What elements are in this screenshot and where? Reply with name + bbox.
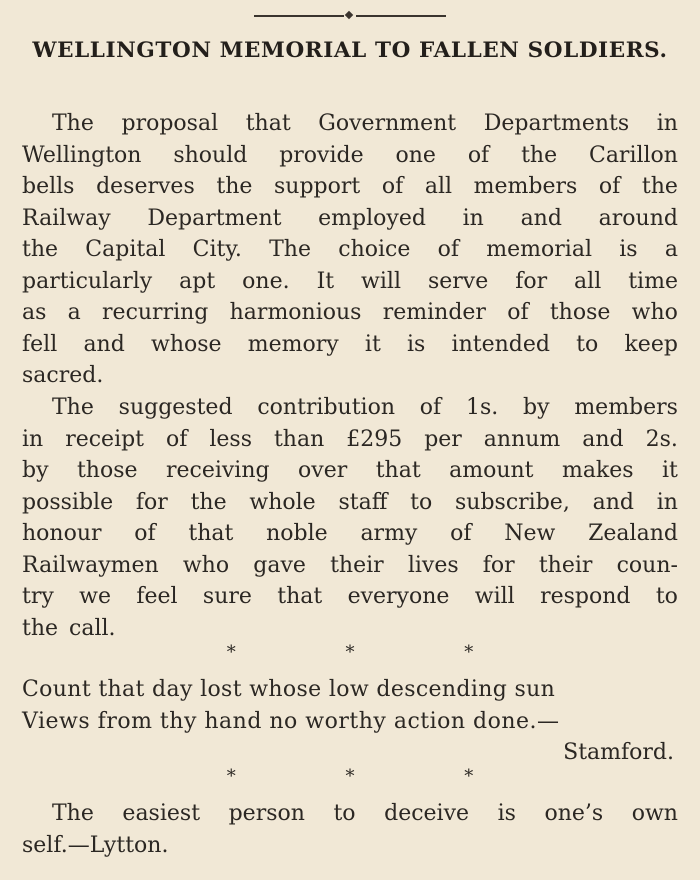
word: call.: [69, 615, 116, 641]
word: that: [277, 584, 323, 609]
word: for: [135, 489, 168, 515]
paragraph-line: [22, 487, 678, 519]
word: than: [273, 426, 325, 452]
word: The: [52, 111, 94, 136]
word: and: [592, 489, 634, 515]
word: it: [364, 331, 381, 357]
word: possible: [22, 489, 114, 515]
word: in: [462, 205, 484, 231]
word: in: [656, 111, 678, 136]
paragraph-line: [22, 581, 678, 613]
word: less: [209, 426, 252, 452]
paragraph-line: [22, 108, 678, 140]
word: City.: [192, 237, 242, 262]
word: receiving: [165, 458, 270, 483]
word: 2s.: [645, 426, 678, 452]
paragraph-line: [22, 613, 678, 645]
word: of: [381, 174, 404, 199]
word: deserves: [96, 174, 195, 199]
word: to: [410, 489, 433, 515]
word: self.—Lytton.: [22, 832, 169, 858]
word: £295: [346, 426, 403, 452]
word: suggested: [118, 395, 233, 420]
paragraph-line: [22, 266, 678, 298]
ornament-line-left: [254, 15, 344, 17]
word: Wellington: [22, 142, 142, 168]
header-ornament-rule: [254, 12, 446, 20]
word: whole: [249, 489, 316, 515]
word: those: [549, 300, 611, 325]
word: members: [574, 395, 678, 420]
word: of: [437, 237, 460, 262]
word: of: [507, 300, 529, 325]
word: Capital: [85, 237, 166, 262]
word: everyone: [347, 584, 450, 609]
word: of: [166, 426, 188, 452]
word: recurring: [102, 300, 209, 325]
word: whose: [151, 331, 222, 357]
word: makes: [561, 458, 634, 483]
word: annum: [483, 426, 561, 452]
word: Government: [318, 111, 457, 136]
word: of: [419, 395, 442, 420]
word: lives: [407, 552, 459, 578]
word: proposal: [121, 111, 219, 136]
word: employed: [318, 205, 426, 231]
word: and: [582, 426, 624, 452]
word: coun-: [616, 552, 678, 578]
word: memorial: [486, 237, 592, 262]
word: serve: [427, 268, 489, 294]
word: is: [497, 801, 516, 826]
word: who: [631, 300, 678, 325]
word: those: [76, 458, 138, 483]
quotation-line: Views from thy hand no worthy action done.—: [22, 708, 560, 734]
word: a: [67, 300, 81, 325]
word: noble: [266, 521, 328, 546]
word: who: [182, 552, 230, 578]
word: contribution: [257, 395, 395, 420]
word: provide: [279, 142, 364, 168]
word: to: [655, 584, 678, 609]
word: bells: [22, 174, 75, 199]
word: amount: [449, 458, 534, 483]
word: is: [619, 237, 638, 262]
word: fell: [22, 331, 58, 357]
word: Department: [147, 205, 282, 231]
word: it: [662, 458, 678, 483]
word: memory: [247, 331, 339, 357]
ornament-diamond: [345, 11, 353, 19]
section-separator-stars: * * *: [226, 766, 526, 787]
word: Railwaymen: [22, 552, 159, 578]
word: as: [22, 300, 47, 325]
section-separator-stars: * * *: [226, 642, 526, 663]
word: It: [316, 268, 335, 294]
word: harmonious: [229, 300, 362, 325]
paragraph-line: [22, 550, 678, 582]
paragraph-line: [22, 297, 678, 329]
paragraph-line: [22, 830, 678, 862]
word: their: [330, 552, 384, 578]
word: around: [598, 205, 678, 231]
word: Carillon: [588, 142, 678, 168]
word: and: [83, 331, 125, 357]
word: New: [504, 521, 556, 546]
word: sacred.: [22, 363, 104, 388]
quotation-attribution: Stamford.: [563, 740, 674, 765]
word: for: [515, 268, 548, 294]
word: 1s.: [465, 395, 499, 420]
paragraph-proposal: [22, 108, 678, 392]
paragraph-line: [22, 798, 678, 830]
word: by: [523, 395, 550, 420]
word: one.: [242, 268, 290, 294]
word: to: [333, 801, 356, 826]
word: should: [173, 142, 248, 168]
paragraph-line: [22, 329, 678, 361]
word: will: [361, 268, 401, 294]
word: subscribe,: [455, 489, 570, 515]
word: the: [190, 489, 227, 515]
word: the: [216, 174, 253, 199]
word: in: [22, 426, 44, 452]
word: The: [52, 395, 94, 420]
paragraph-line: [22, 234, 678, 266]
quotation-line: Count that day lost whose low descending sun: [22, 677, 556, 702]
word: respond: [540, 584, 631, 609]
word: all: [574, 268, 602, 294]
paragraph-epigram: [22, 798, 678, 861]
word: the: [521, 142, 558, 168]
word: of: [467, 142, 490, 168]
paragraph-line: [22, 360, 678, 392]
word: army: [360, 521, 418, 546]
paragraph-line: [22, 455, 678, 487]
word: Departments: [483, 111, 630, 136]
word: own: [631, 801, 678, 826]
word: by: [22, 458, 49, 483]
word: person: [228, 801, 305, 826]
word: Railway: [22, 205, 111, 231]
word: one’s: [544, 801, 604, 826]
word: a: [664, 237, 678, 262]
word: one: [395, 142, 436, 168]
word: will: [474, 584, 515, 609]
word: that: [188, 521, 234, 546]
paragraph-line: [22, 518, 678, 550]
word: is: [407, 331, 426, 357]
word: the: [22, 615, 59, 641]
word: feel: [136, 584, 178, 609]
word: particularly: [22, 268, 153, 294]
word: in: [656, 489, 678, 515]
word: we: [79, 584, 111, 609]
word: per: [424, 426, 462, 452]
paragraph-line: [22, 392, 678, 424]
word: The: [52, 801, 94, 826]
word: and: [520, 205, 562, 231]
word: to: [576, 331, 599, 357]
word: staff: [338, 489, 388, 515]
word: try: [22, 584, 54, 609]
word: Zealand: [588, 521, 678, 546]
word: of: [134, 521, 156, 546]
word: that: [375, 458, 421, 483]
word: members: [473, 174, 578, 199]
word: gave: [253, 552, 306, 578]
paragraph-line: [22, 171, 678, 203]
word: their: [538, 552, 593, 578]
paragraph-contribution: [22, 392, 678, 644]
paragraph-line: [22, 140, 678, 172]
word: of: [450, 521, 472, 546]
word: keep: [624, 331, 678, 357]
word: time: [628, 268, 678, 294]
paragraph-line: [22, 203, 678, 235]
word: over: [298, 458, 348, 483]
word: the: [22, 237, 59, 262]
word: that: [245, 111, 291, 136]
word: of: [598, 174, 621, 199]
word: apt: [179, 268, 216, 294]
article-title: WELLINGTON MEMORIAL TO FALLEN SOLDIERS.: [32, 38, 668, 63]
word: for: [482, 552, 515, 578]
word: intended: [451, 331, 550, 357]
word: honour: [22, 521, 102, 546]
quotation-block: [22, 674, 678, 769]
paragraph-line: [22, 424, 678, 456]
word: all: [424, 174, 453, 199]
word: choice: [338, 237, 411, 262]
word: deceive: [384, 801, 470, 826]
word: the: [641, 174, 678, 199]
word: easiest: [122, 801, 201, 826]
word: The: [269, 237, 311, 262]
word: sure: [202, 584, 252, 609]
ornament-line-right: [356, 15, 446, 17]
word: receipt: [65, 426, 145, 452]
word: reminder: [382, 300, 486, 325]
word: support: [274, 174, 361, 199]
